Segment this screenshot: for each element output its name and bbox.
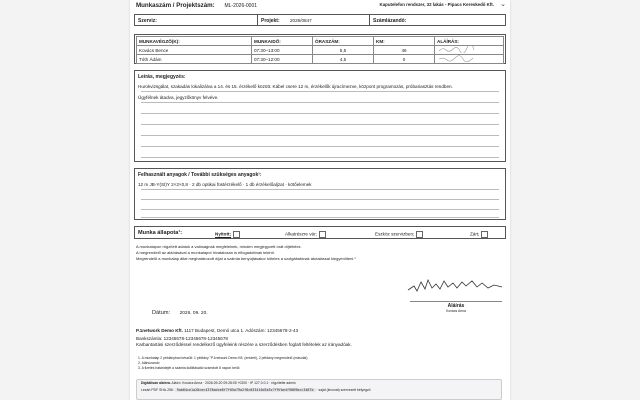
col-km: KM: [374,37,435,46]
status-label: Munka állapota¹: [138,230,183,236]
chevron-down-icon[interactable]: ⌄ [500,1,506,8]
company-info [136,328,496,348]
description-section [134,70,506,162]
handwritten-signature [406,272,506,296]
billable-label: Számlázandó: [373,18,407,24]
hash-label: Lezárt PDF SHA-256: [141,388,174,392]
description-line-1: Hurokvizsgálat, szakadás lokalizálva a 14. és 15. érzékelő között. Kábel csere 12 m, érzékelők újracímezve, központ programozás, próbariasztás rendben. [138,84,453,89]
worksheet-title [136,2,257,9]
project-name: Kaputelefon rendszer, 32 lakás - Pipacs Kereskedő Kft. [379,2,494,7]
status-closed[interactable]: Zárt; [470,231,488,238]
company-note: Karbantartási szerződéssel rendelkező ügyfeleink részére a szerződésben foglalt feltételek az irányadóak. [136,342,352,347]
work-number: ML-2026-0001 [224,3,258,9]
col-worker: MUNKAVÉGZŐ(K): [137,37,252,46]
date-value: 2026. 09. 20. [179,311,208,316]
signature-block [406,272,506,314]
col-worktime: MUNKAIDŐ: [252,37,313,46]
company-bank: Bankszámla: 12345678-12345678-12345678 [136,336,228,341]
title-label: Munkaszám / Projektszám: [136,2,215,9]
status-open[interactable]: Nyitott; [215,231,240,238]
footnote-3: 3. A fizetés határidejét a számla kiállításától számított 8 napon belül [138,366,240,370]
checkbox-icon[interactable] [416,231,423,238]
terms-line-2: A megrendelő az aláírásával a munkalapot hivatalosan is elfogadottnak tekinti. [136,250,275,255]
date-label: Dátum: [152,310,171,316]
footnote-1: 1. A munkalap 2 példányban készült: 1 példány "P.1network Demo Kft. (eredeti), 2 példány megrendelő (másolat) [138,356,308,360]
hash-value[interactable]: 9ab84ce1a28cec4378adce8f7f05a79a2f8c033416d3e5c7f9fbe4f9869bcc3487b [176,388,314,392]
service-label: Szerviz: [138,18,157,24]
worksheet-page [130,0,510,400]
project-number: 2026/0847 [290,18,312,23]
footnotes [138,356,478,371]
col-signature: ALÁÍRÁS: [435,37,504,46]
workers-table [136,36,504,64]
footnote-2: 2. Aláhúzandó [138,361,160,365]
signature-label: Aláírás [447,303,465,309]
digital-meta: Aláíró: Kovács Anna · 2026-09-20 09:28:05 +0200 · IP 127.0.0.1 · rögzítette admin [171,381,296,385]
project-label: Projekt: [261,18,280,24]
table-row [137,46,504,55]
worker-name: Tóth Ádám [137,55,252,64]
description-line-2: Ügyfélnek átadva, jegyzőkönyv felvéve. [138,95,219,100]
worker-hours: 4,5 [313,55,374,64]
col-hours: ÓRASZÁM: [313,37,374,46]
digital-title: Digitálisan aláírva. [141,381,171,385]
digital-signature-box [136,379,502,400]
status-in-service[interactable]: Eszköz szervizben; [375,231,423,238]
worker-hours: 5,5 [313,46,374,55]
materials-label: Felhasznált anyagok / További szükséges anyagok¹: [138,172,262,178]
materials-section [134,168,506,220]
date-row [152,310,208,316]
worker-time: 07:30–12:00 [252,55,313,64]
status-waiting[interactable]: Alkatrészre vár; [285,231,326,238]
digital-meta-row [141,381,296,386]
worker-signature [435,55,504,64]
workers-header-row [137,37,504,46]
terms-line-3: Megrendelő a munkalap által meghatározott díjat a számla benyújtásakor köteles a szolgáltatónak átutalással kiegyenlíteni.¹ [136,256,356,261]
workers-section [134,34,506,64]
terms-line-1: A munkalapon rögzített adatok a valóságnak megfelelnek, minden megjegyzett órát díjtételez. [136,244,302,249]
terms-text [136,244,436,262]
checkbox-icon[interactable] [319,231,326,238]
description-label: Leírás, megjegyzés: [138,74,186,80]
company-address: 1117 Budapest, Demó utca 1. Adószám: 12345678-2-43 [184,328,299,333]
digital-hash-row [141,388,371,393]
worker-time: 07:30–13:00 [252,46,313,55]
checkbox-icon[interactable] [481,231,488,238]
info-row [134,14,506,26]
table-row [137,55,504,64]
status-section [134,226,506,239]
worker-name: Kovács Bence [137,46,252,55]
signer-name: Kovács Anna [446,309,466,313]
worker-km: 46 [374,46,435,55]
materials-line-1: 12 m JB-Y(St)Y 2×2×0,8 · 2 db optikai füstérzékelő · 1 db érzékelőaljzat · kötőelemek [138,182,312,187]
checkbox-icon[interactable] [233,231,240,238]
company-name: P.1network Demo Kft. [136,328,183,333]
worker-km: 0 [374,55,435,64]
hash-note: · saját (kivonat) szervezett bélyegző [316,388,371,392]
worker-signature [435,46,504,55]
